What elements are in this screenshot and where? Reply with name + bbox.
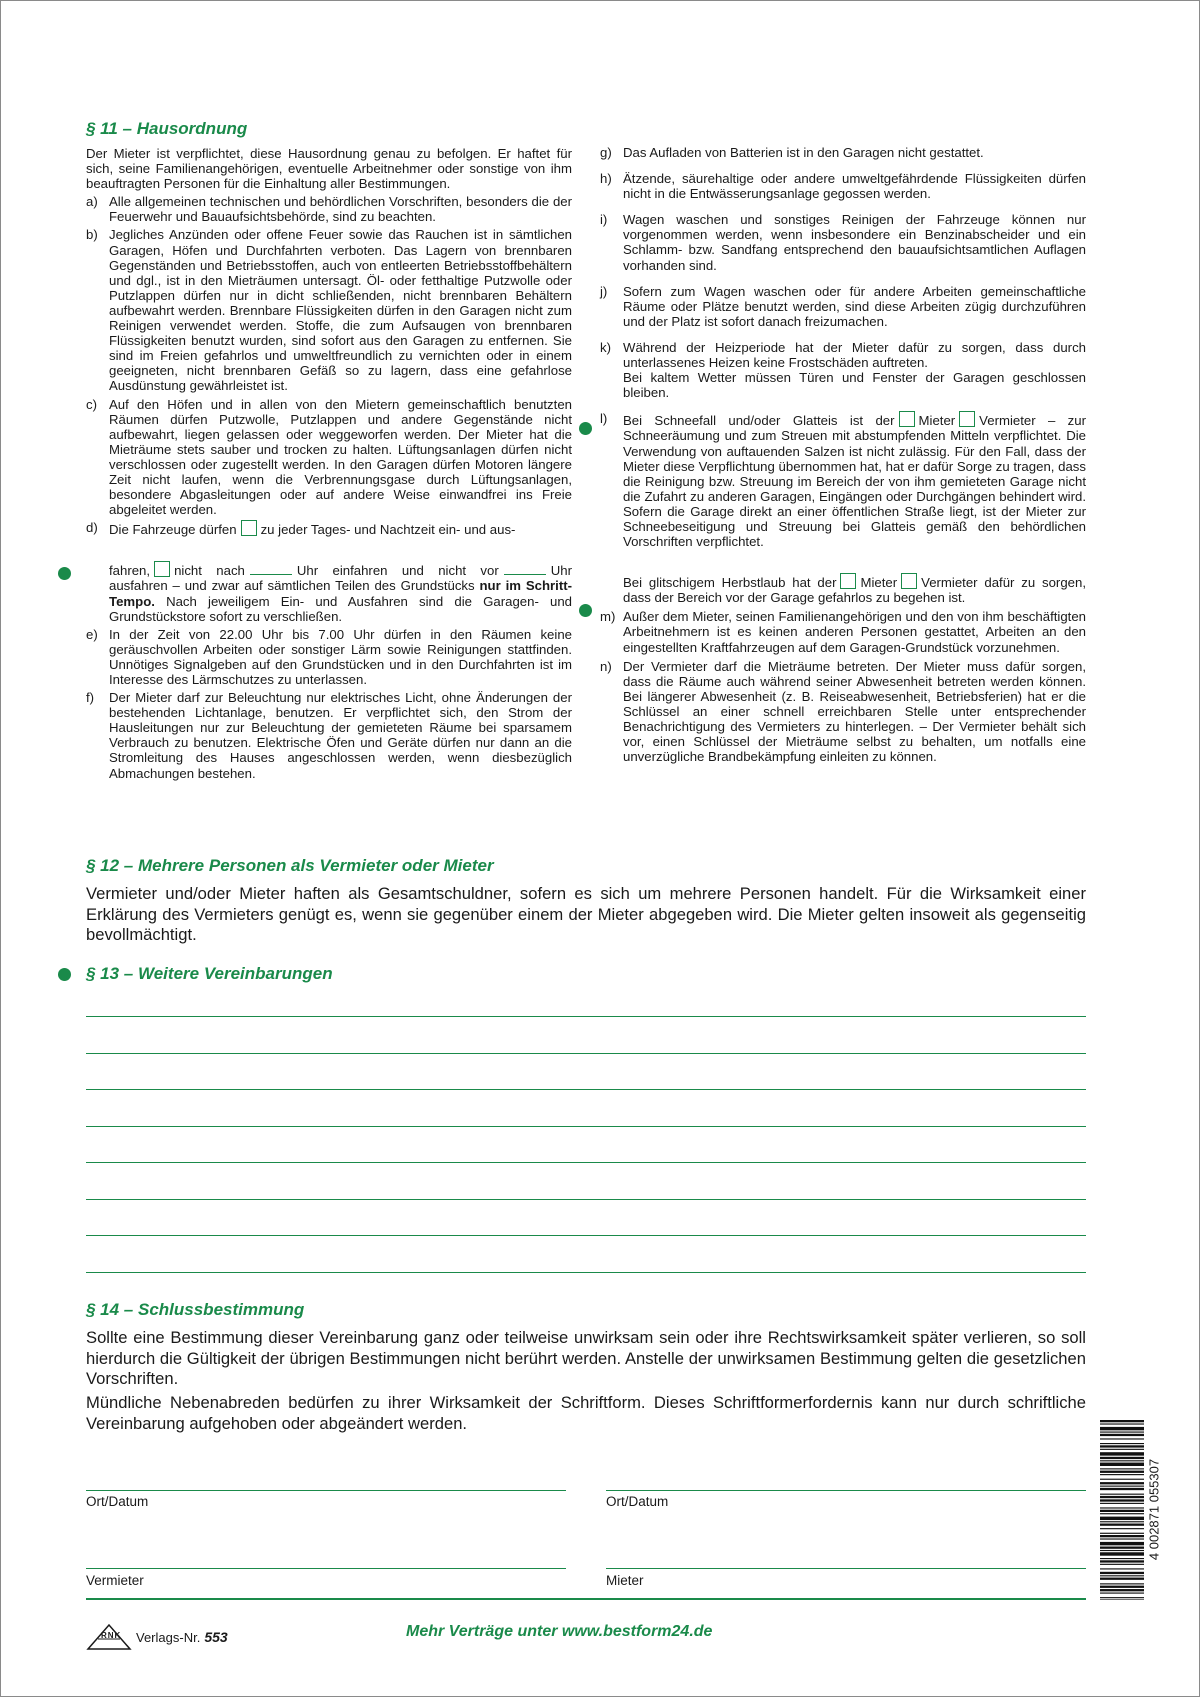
s11-item-h: h) Ätzende, säurehaltige oder andere umweltgefährdende Flüssigkeiten dürfen nicht in die Entwässerungsanlage gegossen werden.	[600, 171, 1086, 202]
ort-datum-right-line[interactable]	[606, 1490, 1086, 1491]
left-column	[86, 146, 572, 781]
agreement-line-5[interactable]	[86, 1162, 1086, 1163]
d-time-in-field[interactable]	[250, 564, 292, 575]
s11-item-a: a) Alle allgemeinen technischen und behördlichen Vorschriften, besonders die der Feuerwehr und Bauaufsichtsbehörde, sind zu beachten.	[86, 194, 572, 225]
s11-item-f: f) Der Mieter darf zur Beleuchtung nur elektrisches Licht, ohne Änderungen der bestehenden Lichtanlage, benutzen. Er verpflichtet sich, den Strom der Hausleitungen nur zur Beleuchtung der gemieteten Räume bei sparsamem Verbrauch zu benutzen. Elektrische Öfen und Geräte dürfen nur dann an die Stromleitung des Hauses angeschlossen werden, wenn diesbezüglich Abmachungen bestehen.	[86, 690, 572, 781]
s11-item-j: j) Sofern zum Wagen waschen oder für andere Arbeiten gemeinschaftliche Räume oder Plätze benutzt werden, sind diese Arbeiten zügig durchzuführen und der Platz ist sofort danach freizumachen.	[600, 283, 1086, 329]
rnk-logo-text: RNK	[101, 1631, 122, 1640]
agreement-line-4[interactable]	[86, 1126, 1086, 1127]
agreement-line-1[interactable]	[86, 1016, 1086, 1017]
marker-dot-l-leaves	[579, 604, 592, 617]
s11-item-e: e) In der Zeit von 22.00 Uhr bis 7.00 Uhr dürfen in den Räumen keine geräuschvollen Arbeiten oder sonstiger Lärm sowie Reinigungen stattfinden. Unnötiges Signalgeben auf den Grundstücken und in den Durchfahrten ist im Interesse des Lärmschutzes zu unterlassen.	[86, 626, 572, 687]
marker-dot-s13	[58, 968, 71, 981]
l-leaves-vermieter-checkbox[interactable]	[901, 573, 917, 589]
section-12-heading: § 12 – Mehrere Personen als Vermieter oder Mieter	[86, 856, 494, 875]
s14-paragraph-2: Mündliche Nebenabreden bedürfen zu ihrer Wirksamkeit der Schriftform. Dieses Schriftformerfordernis kann nur durch schriftliche Vereinbarung aufgehoben oder abgeändert werden.	[86, 1393, 1086, 1433]
l-leaves-mieter-checkbox[interactable]	[840, 573, 856, 589]
s11-item-m: m) Außer dem Mieter, seinen Familienangehörigen und den von ihm beschäftigten Arbeitnehmern ist es keinen anderen Personen gestattet, Arbeiten an den eingestellten Kraftfahrzeugen auf dem Garagen-Grundstück vorzunehmen.	[600, 609, 1086, 655]
agreement-line-6[interactable]	[86, 1199, 1086, 1200]
s11-item-i: i) Wagen waschen und sonstiges Reinigen der Fahrzeuge können nur vorgenommen werden, wenn insbesondere ein Benzinabscheider und ein Schlamm- bzw. Sandfang entsprechend den bauaufsichtsamtlichen Auflagen vorhanden sind.	[600, 212, 1086, 273]
marker-dot-l-snow	[579, 422, 592, 435]
s11-item-n: n) Der Vermieter darf die Mieträume betreten. Der Mieter muss dafür sorgen, dass die Räume auch während seiner Abwesenheit betreten werden können. Bei längerer Abwesenheit (z. B. Reiseabwesenheit, Betriebsferien) hat er die Schlüssel an einer schnell erreichbaren Stelle unter entsprechender Benachrichtigung des Vermieters zu hinterlegen. – Der Vermieter behält sich vor, einen Schlüssel der Mieträume selbst zu behalten, um notfalls eine unverzügliche Brandbekämpfung einleiten zu können.	[600, 658, 1086, 765]
d-restricted-checkbox[interactable]	[154, 561, 170, 577]
s11-item-k: k) Während der Heizperiode hat der Mieter dafür zu sorgen, dass durch unterlassenes Heizen keine Frostschäden auftreten. Bei kaltem Wetter müssen Türen und Fenster der Garagen geschlossen bleiben.	[600, 339, 1086, 401]
promo-text: Mehr Verträge unter www.bestform24.de	[406, 1623, 713, 1640]
verlag-number: 553	[204, 1629, 228, 1645]
l-snow-vermieter-checkbox[interactable]	[959, 411, 975, 427]
ort-datum-right-label: Ort/Datum	[606, 1494, 669, 1509]
ort-datum-left-line[interactable]	[86, 1490, 566, 1491]
verlag-label: Verlags-Nr.	[136, 1629, 201, 1645]
mieter-signature-line[interactable]	[606, 1568, 1086, 1569]
agreement-line-2[interactable]	[86, 1053, 1086, 1054]
section-13-heading: § 13 – Weitere Vereinbarungen	[86, 964, 333, 983]
barcode-bars	[1100, 1420, 1146, 1600]
vermieter-signature-line[interactable]	[86, 1568, 566, 1569]
agreement-line-3[interactable]	[86, 1089, 1086, 1090]
s11-item-c: c) Auf den Höfen und in allen von den Mietern gemeinschaftlich benutzten Räumen dürfen Putzwolle, Putzlappen und andere Gegenstände nicht aufbewahrt, liegen gelassen oder weggeworfen werden. Der Mieter hat die Mieträume stets sauber und trocken zu halten. Lüftungsanlagen dürfen nicht verschlossen oder zugestellt werden. In den Garagen dürfen Motoren längere Zeit nicht laufen, wenn die Verbrennungsgase durch Lüftungsanlagen, besondere Abgasleitungen oder auf andere Weise einwandfrei ins Freie abgeleitet werden.	[86, 396, 572, 518]
s11-intro: Der Mieter ist verpflichtet, diese Hausordnung genau zu befolgen. Er haftet für sich, seine Familienangehörigen, eventuelle Arbeitnehmer oder sonstige von ihm beauftragten Personen für die Einhaltung aller Bestimmungen.	[86, 146, 572, 192]
s11-item-d: d) Die Fahrzeuge dürfen zu jeder Tages- und Nachtzeit ein- und aus- fahren, nicht nach Uhr einfahren und nicht vor Uhr ausfahren – und zwar auf sämtlichen Teilen des Grundstücks nur im Schritt-Tempo. Nach jeweiligem Ein- und Ausfahren sind die Garagen- und Grundstückstore sofort zu verschließen.	[86, 520, 573, 624]
agreement-line-8[interactable]	[86, 1272, 1086, 1273]
d-anytime-checkbox[interactable]	[241, 520, 257, 536]
ort-datum-left-label: Ort/Datum	[86, 1494, 149, 1509]
mieter-label: Mieter	[606, 1573, 644, 1588]
s14-paragraph-1: Sollte eine Bestimmung dieser Vereinbarung ganz oder teilweise unwirksam sein oder ihre Rechtswirksamkeit später verlieren, so soll hierdurch die Gültigkeit der übrigen Bestimmungen nicht berührt werden. Anstelle der unwirksamen Bestimmung gelten die gesetzlichen Vorschriften.	[86, 1328, 1086, 1388]
section-14-heading: § 14 – Schlussbestimmung	[86, 1300, 305, 1319]
s12-text: Vermieter und/oder Mieter haften als Gesamtschuldner, sofern es sich um mehrere Personen handelt. Für die Wirksamkeit einer Erklärung des Vermieters genügt es, wenn sie gegenüber einem der Mieter abgegeben wird. Die Mieter gelten insoweit als gegenseitig bevollmächtigt.	[86, 884, 1086, 944]
barcode	[1100, 1420, 1160, 1600]
footer-rule	[86, 1598, 1086, 1600]
s11-item-g: g) Das Aufladen von Batterien ist in den Garagen nicht gestattet.	[600, 145, 984, 160]
marker-dot-d	[58, 567, 71, 580]
l-snow-mieter-checkbox[interactable]	[899, 411, 915, 427]
s11-item-l: l) Bei Schneefall und/oder Glatteis ist der Mieter Vermieter – zur Schneeräumung und zum Streuen mit abstumpfenden Mitteln verpflichtet. Die Verwendung von auftauenden Salzen ist nicht zulässig. Für den Fall, dass der Mieter diese Verpflichtung übernommen hat, hat er dafür Sorge zu tragen, dass die Reinigung bzw. Streuung im Bereich der von ihm gemieteten Garage nicht die Zufahrt zu anderen Garagen, Eingängen oder Durchgängen behindert wird. Sofern die Garage direkt an einer öffentlichen Straße liegt, ist der Mieter zur Schneebeseitigung und Streuung bei Glatteis gemäß den behördlichen Vorschriften verpflichtet. Bei glitschigem Herbstlaub hat der Mieter Vermieter dafür zu sorgen, dass der Bereich vor der Garage gefahrlos zu begehen ist.	[600, 411, 1087, 606]
right-column	[600, 145, 1086, 764]
vermieter-label: Vermieter	[86, 1573, 144, 1588]
agreement-line-7[interactable]	[86, 1235, 1086, 1236]
barcode-number: 4 002871 055307	[1146, 1458, 1162, 1561]
section-11-heading: § 11 – Hausordnung	[86, 119, 248, 138]
publisher-info	[86, 1622, 228, 1652]
d-time-out-field[interactable]	[504, 564, 546, 575]
s11-item-b: b) Jegliches Anzünden oder offene Feuer sowie das Rauchen ist in sämtlichen Garagen, Höfen und Durchfahrten verboten. Das Lagern von brennbaren Gegenständen und Betriebsstoffen, auch von entleerten Betriebsstoffbehältern und dgl., ist in den Mieträumen untersagt. Öl- oder fetthaltige Putzwolle oder Putzlappen dürfen nur in dicht schließenden, nicht brennbaren Behältern aufbewahrt werden. Brennbare Flüssigkeiten dürfen in den Garagen nicht zum Reinigen verwendet werden. Stoffe, die zum Aufsaugen von brennbaren Flüssigkeiten benutzt wurden, sind sofort aus den Garagen zu entfernen. Sie sind im Freien gefahrlos und umweltfreundlich zu vernichten oder in einem geeigneten, nicht brennbaren Gefäß so zu lagern, dass eine gefahrlose Ausdünstung gewährleistet ist.	[86, 227, 572, 394]
